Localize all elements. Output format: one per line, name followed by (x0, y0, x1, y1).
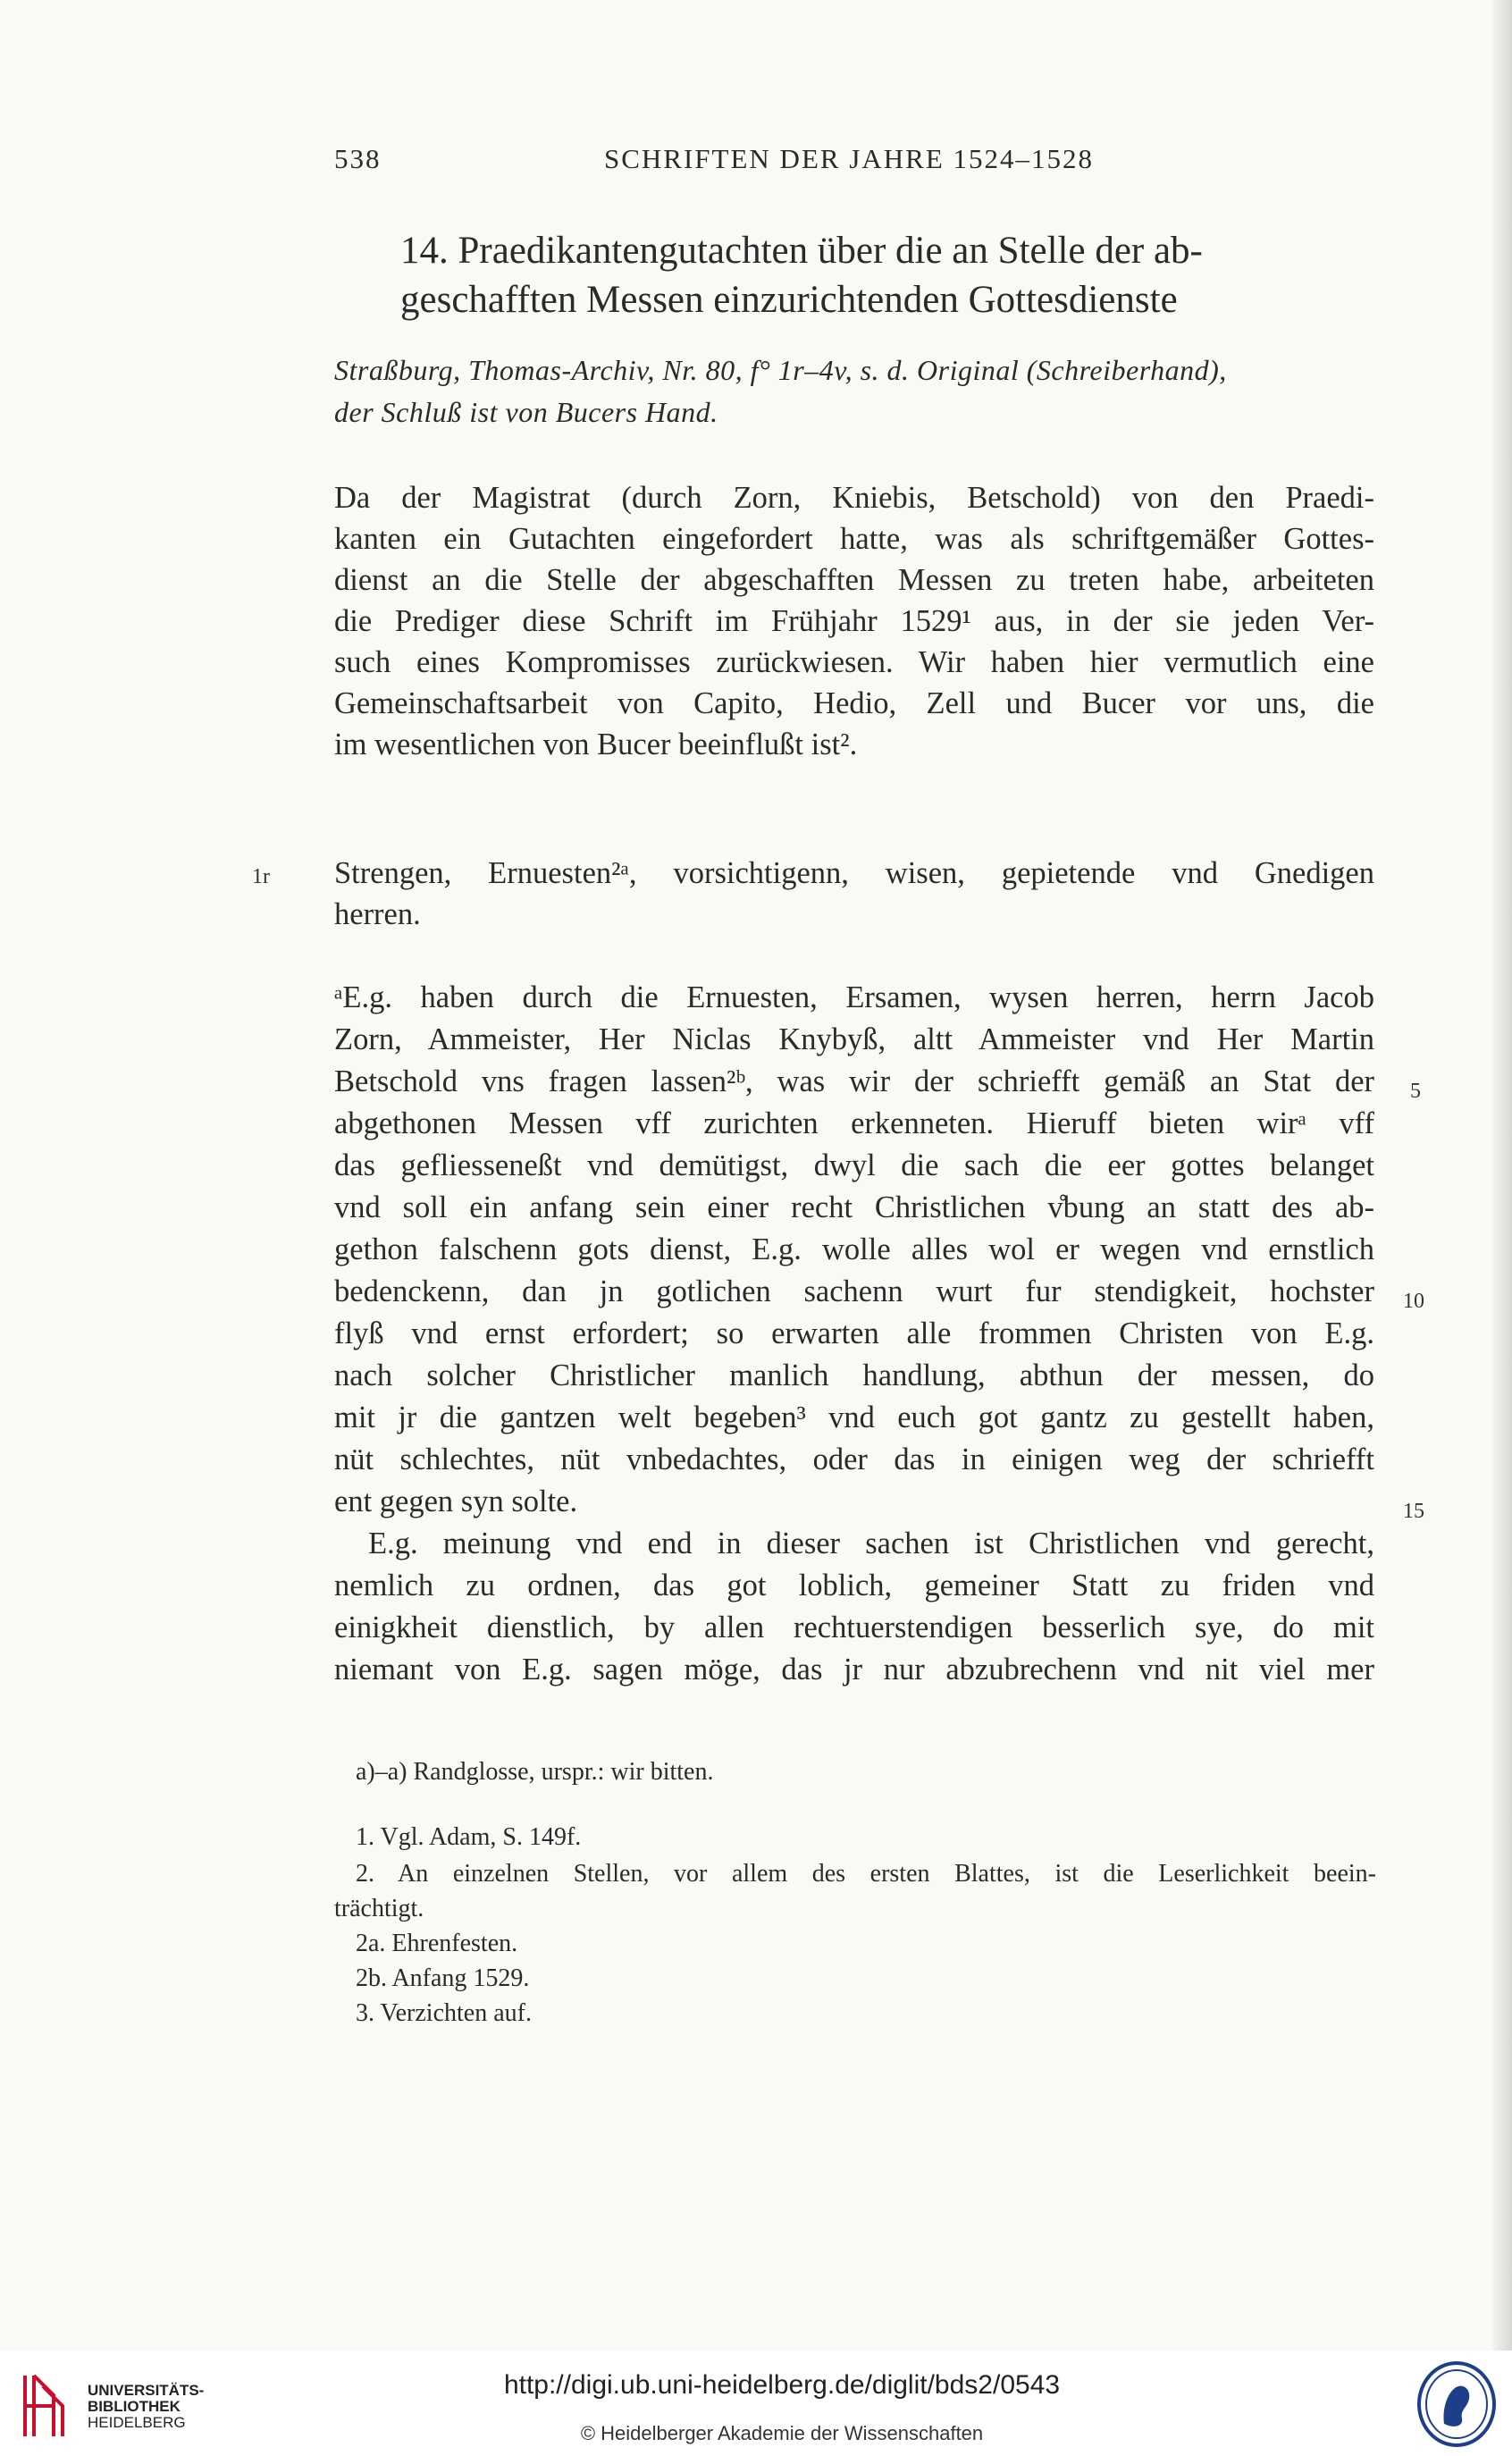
text-line: gethon falschenn gots dienst, E.g. wolle alles wol er wegen vnd ernstlich (334, 1232, 1374, 1266)
section-title-line-1: 14. Praedikantengutachten über die an Stelle der ab- (400, 230, 1203, 272)
library-logo-icon (18, 2370, 80, 2442)
footnote: 1. Vgl. Adam, S. 149f. (356, 1823, 582, 1851)
salutation-line-1: Strengen, Ernuesten²ᵃ, vorsichtigenn, wisen, gepietende vnd Gnedigen (334, 856, 1374, 890)
page-number: 538 (334, 143, 382, 174)
intro-line: Da der Magistrat (durch Zorn, Kniebis, Betschold) von den Praedi- (334, 481, 1374, 515)
footnote: 3. Verzichten auf. (356, 1999, 532, 2027)
library-name-line-2: BIBLIOTHEK (88, 2398, 181, 2415)
library-name (88, 2383, 204, 2431)
text-line: ent gegen syn solte. (334, 1485, 578, 1518)
text-line: nach solcher Christlicher manlich handlung, abthun der messen, do (334, 1358, 1374, 1392)
text-line: nüt schlechtes, nüt vnbedachtes, oder das in einigen weg der schriefft (334, 1442, 1374, 1476)
line-number: 5 (1410, 1080, 1421, 1103)
source-line-1: Straßburg, Thomas-Archiv, Nr. 80, f° 1r–4v, s. d. Original (Schreiberhand), (334, 354, 1227, 386)
academy-seal-icon (1415, 2359, 1498, 2449)
text-line: flyß vnd ernst erfordert; so erwarten alle frommen Christen von E.g. (334, 1316, 1374, 1350)
text-line: bedenckenn, dan jn gotlichen sachenn wurt fur stendigkeit, hochster (334, 1274, 1374, 1308)
intro-line: Gemeinschaftsarbeit von Capito, Hedio, Zell und Bucer vor uns, die (334, 686, 1374, 720)
text-line: mit jr die gantzen welt begeben³ vnd euch got gantz zu gestellt haben, (334, 1400, 1374, 1434)
source-line-2: der Schluß ist von Bucers Hand. (334, 396, 718, 428)
footnote: 2. An einzelnen Stellen, vor allem des ersten Blattes, ist die Leserlichkeit beein- (356, 1860, 1376, 1888)
footnote: 2b. Anfang 1529. (356, 1964, 530, 1992)
line-number: 15 (1403, 1500, 1424, 1523)
library-footer (0, 2351, 1512, 2456)
intro-line: such eines Kompromisses zurückwiesen. Wir haben hier vermutlich eine (334, 645, 1374, 679)
running-title: SCHRIFTEN DER JAHRE 1524–1528 (604, 143, 1095, 174)
line-number: 10 (1403, 1290, 1424, 1313)
section-title-line-2: geschafften Messen einzurichtenden Gottesdienste (400, 279, 1178, 321)
text-line: einigkheit dienstlich, by allen rechtuerstendigen besserlich sye, do mit (334, 1611, 1374, 1644)
footnote-continuation: trächtigt. (334, 1895, 424, 1922)
folio-marker: 1r (252, 865, 270, 888)
intro-line: die Prediger diese Schrift im Frühjahr 1529¹ aus, in der sie jeden Ver- (334, 604, 1374, 638)
intro-line: dienst an die Stelle der abgeschafften Messen zu treten habe, arbeiteten (334, 563, 1374, 597)
text-line: niemant von E.g. sagen möge, das jr nur abzubrechenn vnd nit viel mer (334, 1653, 1374, 1686)
text-line: Zorn, Ammeister, Her Niclas Knybyß, altt Ammeister vnd Her Martin (334, 1022, 1374, 1056)
page-edge-shadow (1492, 0, 1512, 2351)
text-line: das gefliessenеßt vnd demütigst, dwyl die sach die eer gottes belanget (334, 1148, 1374, 1182)
permalink[interactable]: http://digi.ub.uni-heidelberg.de/diglit/bds2/0543 (503, 2370, 1061, 2400)
text-line: nemlich zu ordnen, das got loblich, gemeiner Statt zu friden vnd (334, 1569, 1374, 1602)
intro-line: kanten ein Gutachten eingefordert hatte, was als schriftgemäßer Gottes- (334, 522, 1374, 556)
gloss-note: a)–a) Randglosse, urspr.: wir bitten. (356, 1758, 714, 1786)
text-line: abgethonen Messen vff zurichten erkenneten. Hieruff bieten wirᵃ vff (334, 1106, 1374, 1140)
text-line: E.g. meinung vnd end in dieser sachen ist Christlichen vnd gerecht, (368, 1527, 1374, 1560)
salutation-line-2: herren. (334, 897, 421, 931)
copyright-notice: © Heidelberger Akademie der Wissenschaften (580, 2422, 984, 2444)
text-line: vnd soll ein anfang sein einer recht Christlichen v̊bung an statt des ab- (334, 1190, 1374, 1224)
library-name-line-1: UNIVERSITÄTS- (88, 2382, 205, 2399)
library-name-line-3: HEIDELBERG (88, 2414, 186, 2431)
intro-line: im wesentlichen von Bucer beeinflußt ist². (334, 728, 858, 761)
text-line: Betschold vns fragen lassen²ᵇ, was wir der schriefft gemäß an Stat der (334, 1064, 1374, 1098)
text-line: ᵃE.g. haben durch die Ernuesten, Ersamen, wysen herren, herrn Jacob (334, 980, 1374, 1014)
footnote: 2a. Ehrenfesten. (356, 1930, 518, 1957)
